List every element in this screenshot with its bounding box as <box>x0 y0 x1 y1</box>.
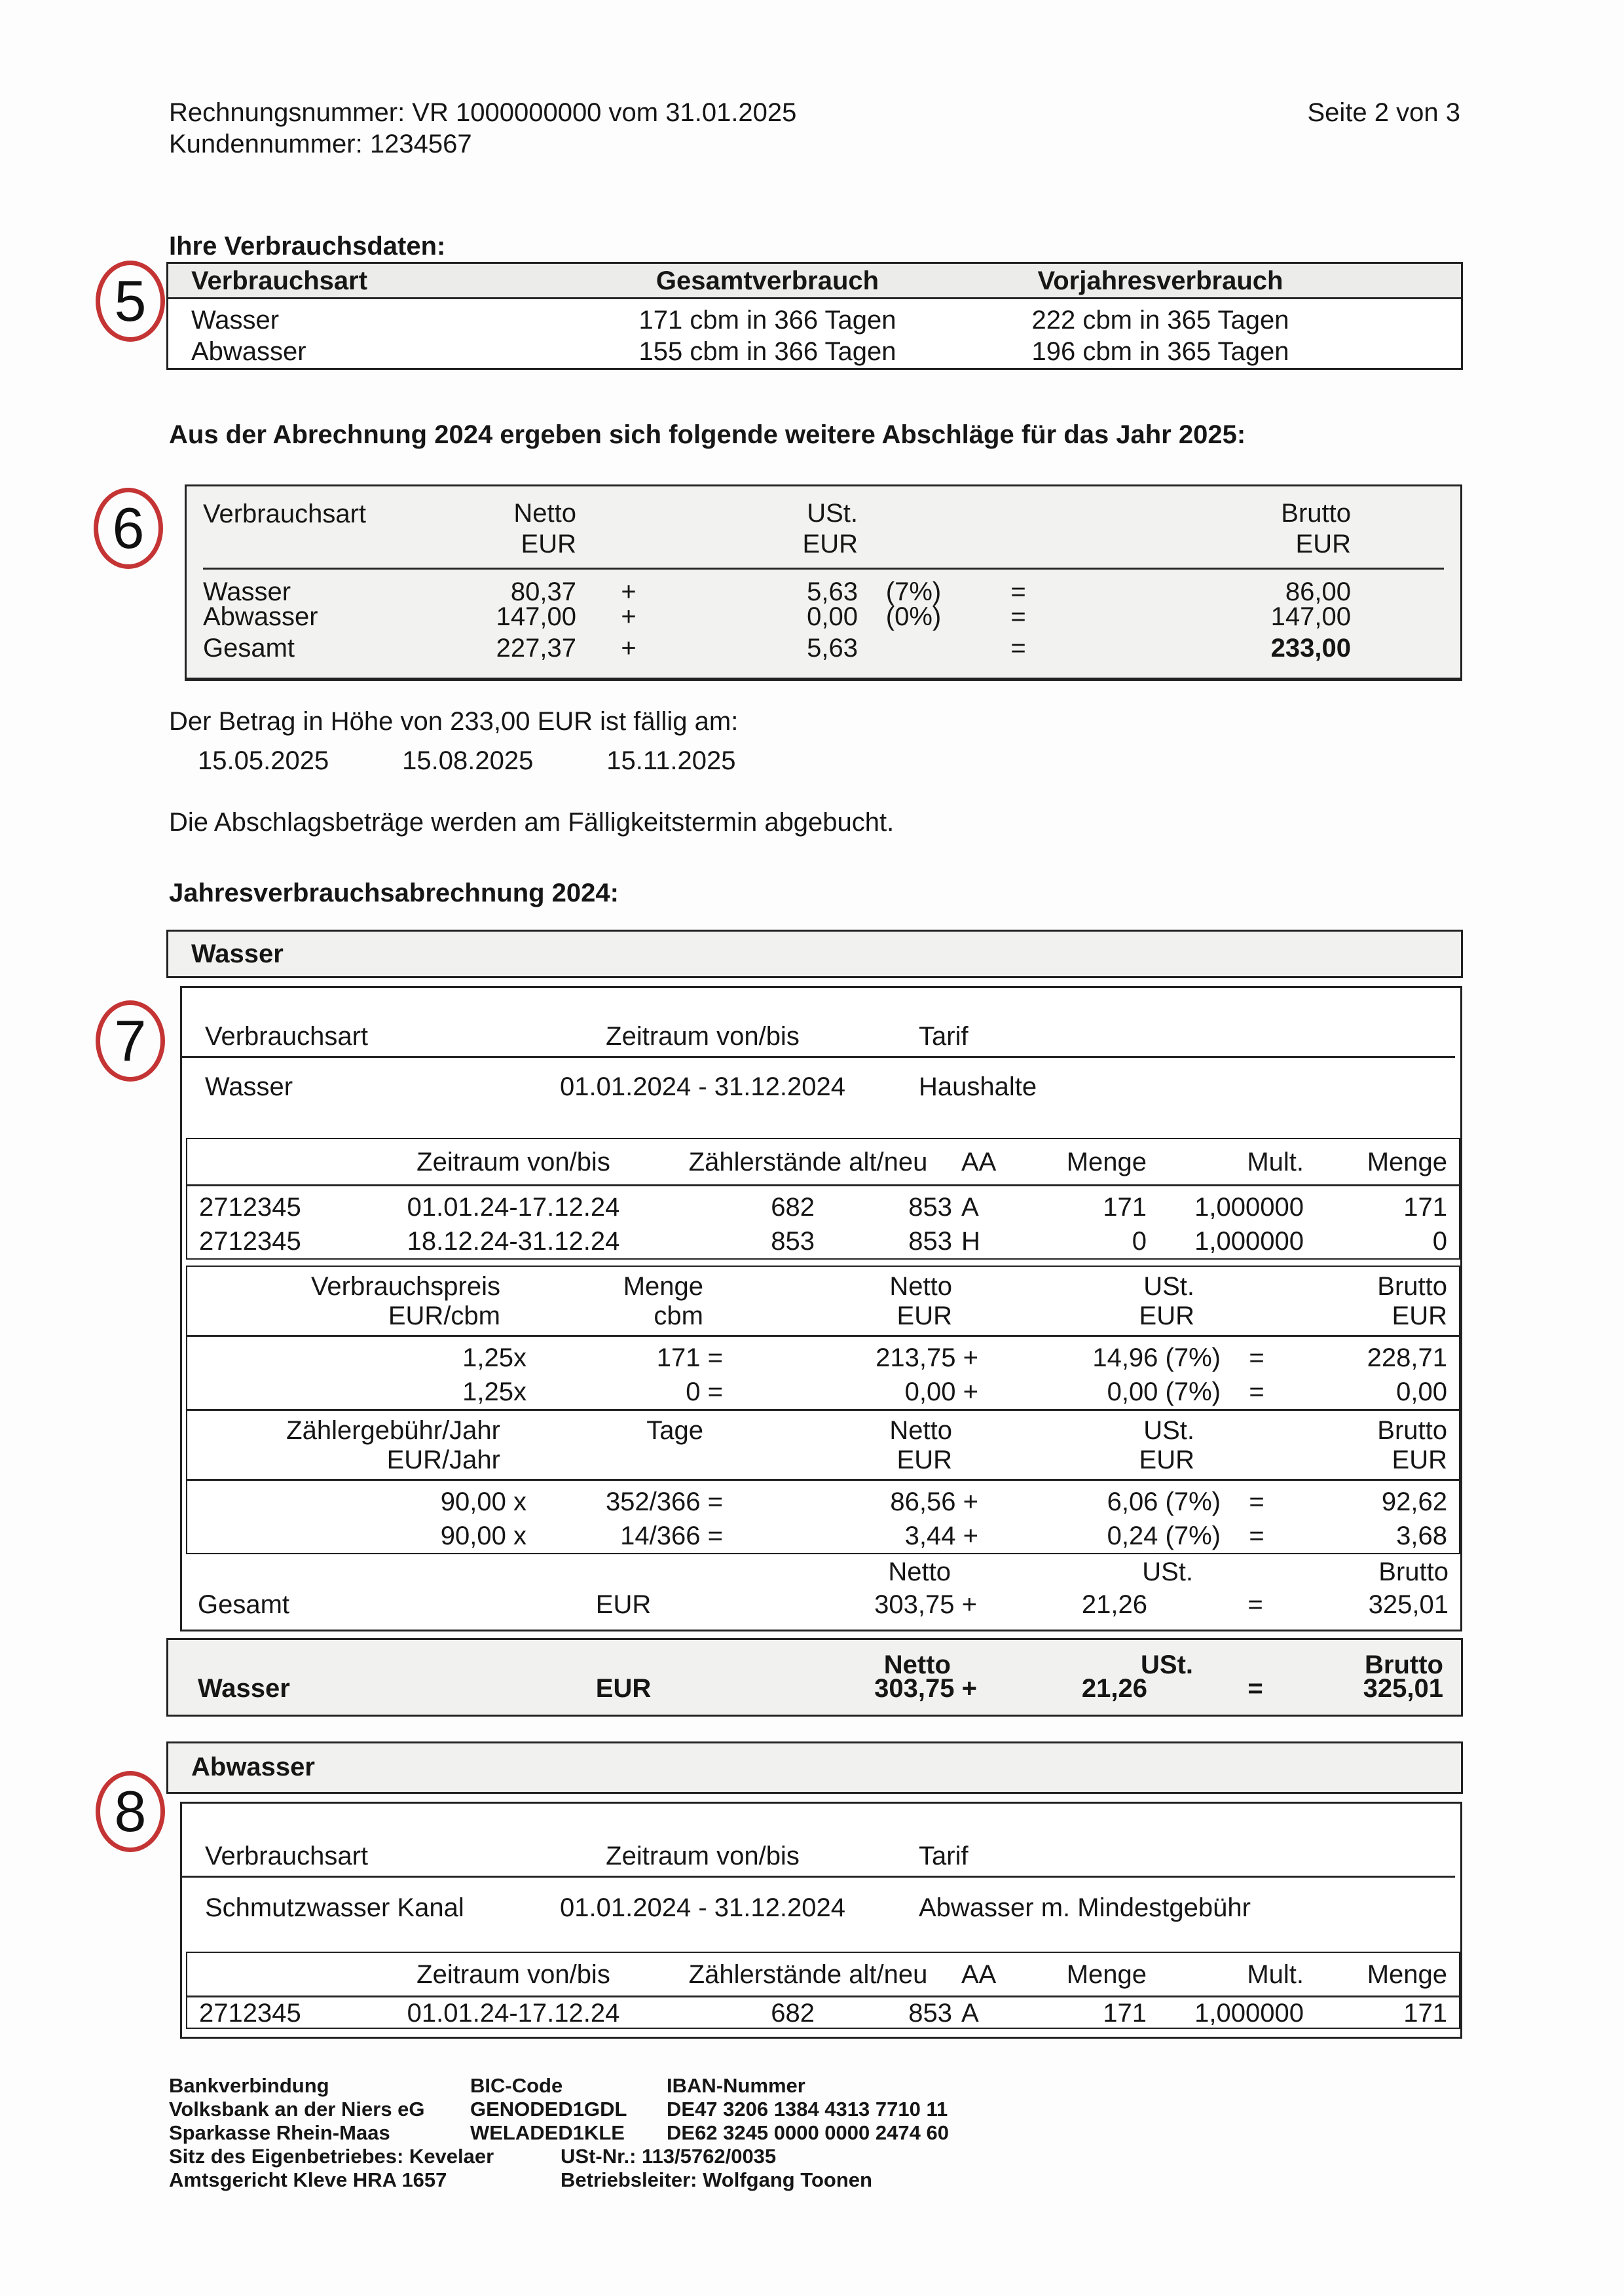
header-ust: USt. <box>1141 1650 1193 1679</box>
brutto-cell: 92,62 <box>1381 1487 1447 1516</box>
header-bankverbindung: Bankverbindung <box>169 2074 329 2097</box>
ust-cell: 6,06 (7%) <box>1107 1487 1221 1516</box>
fee-cell: 90,00 x <box>440 1522 526 1550</box>
invoice-number-line: Rechnungsnummer: VR 1000000000 vom 31.01.2025 <box>169 98 797 127</box>
header-zaehlerstaende: Zählerstände alt/neu <box>688 1959 928 1989</box>
header-verbrauchsart: Verbrauchsart <box>205 1842 369 1870</box>
art-cell: Abwasser <box>191 337 306 366</box>
bank-row <box>169 2121 1217 2145</box>
art-cell: Wasser <box>191 306 280 335</box>
header-brutto: Brutto <box>1365 1650 1443 1679</box>
tage-cell: 352/366 = <box>605 1487 723 1516</box>
header-mult: Mult. <box>1247 1147 1304 1176</box>
zeitraum-cell: 18.12.24-31.12.24 <box>407 1227 620 1256</box>
info-header-row <box>182 1836 1460 1876</box>
ust-cell: 0,00 <box>807 602 858 631</box>
ust-cell: 0,00 (7%) <box>1107 1377 1221 1406</box>
brutto-cell: 0,00 <box>1396 1377 1447 1406</box>
eur-cell: EUR <box>595 1590 652 1619</box>
header-aa: AA <box>961 1959 997 1989</box>
manager-name: Betriebsleiter: Wolfgang Toonen <box>561 2168 872 2191</box>
divider <box>182 1056 1455 1058</box>
wasser-subtotal <box>186 1556 1460 1622</box>
neu-cell: 853 <box>908 1193 952 1222</box>
equals-sign: = <box>1249 1487 1264 1516</box>
meter-id: 2712345 <box>199 1193 301 1222</box>
ust-cell: 5,63 <box>807 634 858 663</box>
header-ust: USt. EUR <box>802 499 858 558</box>
label-cell: Wasser <box>198 1674 290 1703</box>
menge2-cell: 171 <box>1403 1193 1447 1222</box>
annual-title: Jahresverbrauchsabrechnung 2024: <box>169 879 619 907</box>
netto-cell: 303,75 + <box>874 1590 977 1619</box>
company-seat: Sitz des Eigenbetriebes: Kevelaer <box>169 2145 494 2168</box>
meter-fee-table <box>186 1410 1460 1554</box>
footer-row <box>169 2168 1217 2192</box>
art-cell: Schmutzwasser Kanal <box>205 1893 464 1922</box>
equals-sign: = <box>1247 1674 1263 1703</box>
table-header-row <box>187 486 1460 568</box>
netto-cell: 0,00 + <box>904 1377 978 1406</box>
equals-sign: = <box>1249 1343 1264 1372</box>
price-row <box>187 1341 1459 1375</box>
table-header-row <box>168 264 1461 299</box>
pct-cell: (0%) <box>885 602 942 631</box>
table-header-row <box>187 1411 1459 1481</box>
header-brutto: Brutto EUR <box>1377 1416 1447 1474</box>
wasser-section-bar: Wasser <box>166 930 1463 978</box>
header-menge: Menge <box>1066 1959 1147 1989</box>
mult-cell: 1,000000 <box>1194 1193 1304 1222</box>
info-row <box>182 1889 1460 1926</box>
marker-5: 5 <box>96 261 165 342</box>
plus-sign: + <box>621 634 637 663</box>
alt-cell: 682 <box>771 1193 815 1222</box>
fee-cell: 90,00 x <box>440 1487 526 1516</box>
iban-number: DE47 3206 1384 4313 7710 11 <box>667 2098 948 2121</box>
header-netto: Netto EUR <box>513 499 576 558</box>
label-cell: Gesamt <box>198 1590 290 1619</box>
table-row <box>187 601 1460 632</box>
court-registration: Amtsgericht Kleve HRA 1657 <box>169 2168 447 2191</box>
due-date: 15.11.2025 <box>606 746 736 775</box>
equals-sign: = <box>1247 1590 1263 1619</box>
neu-cell: 853 <box>908 1999 952 2028</box>
due-date: 15.05.2025 <box>198 746 329 775</box>
due-text: Der Betrag in Höhe von 233,00 EUR ist fällig am: <box>169 707 739 736</box>
header-zeitraum: Zeitraum von/bis <box>606 1022 800 1051</box>
brutto-cell: 3,68 <box>1396 1522 1447 1550</box>
art-cell: Wasser <box>205 1072 293 1101</box>
meter-row <box>187 1190 1459 1224</box>
brutto-cell: 228,71 <box>1367 1343 1447 1372</box>
menge2-cell: 0 <box>1432 1227 1447 1256</box>
menge-cell: 171 <box>1103 1193 1147 1222</box>
vorjahr-cell: 196 cbm in 365 Tagen <box>1031 337 1289 366</box>
header-aa: AA <box>961 1147 997 1176</box>
ust-cell: 14,96 (7%) <box>1092 1343 1221 1372</box>
mult-cell: 1,000000 <box>1194 1999 1304 2028</box>
marker-7: 7 <box>96 1000 165 1082</box>
meter-id: 2712345 <box>199 1227 301 1256</box>
menge2-cell: 171 <box>1403 1999 1447 2028</box>
bank-name: Sparkasse Rhein-Maas <box>169 2121 390 2144</box>
header-zaehlerstaende: Zählerstände alt/neu <box>688 1147 928 1176</box>
brutto-cell: 86,00 <box>1285 577 1351 606</box>
customer-number-line: Kundennummer: 1234567 <box>169 130 472 158</box>
page-indicator: Seite 2 von 3 <box>1307 98 1460 127</box>
installments-table <box>185 484 1462 681</box>
gesamt-cell: 155 cbm in 366 Tagen <box>638 337 896 366</box>
tarif-cell: Abwasser m. Mindestgebühr <box>919 1893 1251 1922</box>
netto-cell: 227,37 <box>496 634 576 663</box>
brutto-cell: 325,01 <box>1368 1590 1449 1619</box>
table-total-row <box>187 632 1460 664</box>
header-vorjahresverbrauch: Vorjahresverbrauch <box>1037 266 1283 295</box>
marker-6: 6 <box>94 488 163 569</box>
brutto-cell: 147,00 <box>1270 602 1351 631</box>
header-brutto: Brutto EUR <box>1281 499 1351 558</box>
marker-8: 8 <box>96 1771 165 1852</box>
header-verbrauchsart: Verbrauchsart <box>205 1022 369 1051</box>
header-tarif: Tarif <box>919 1842 969 1870</box>
art-cell: Gesamt <box>203 634 295 663</box>
tarif-cell: Haushalte <box>919 1072 1037 1101</box>
consumption-title: Ihre Verbrauchsdaten: <box>169 232 446 261</box>
menge-cell: 0 <box>1132 1227 1147 1256</box>
plus-sign: + <box>621 577 637 606</box>
ust-cell: 5,63 <box>807 577 858 606</box>
price-row <box>187 1375 1459 1409</box>
bic-code: GENODED1GDL <box>470 2098 627 2121</box>
netto-cell: 86,56 + <box>890 1487 978 1516</box>
abwasser-detail-box <box>180 1802 1462 2039</box>
footer-row <box>169 2145 1217 2168</box>
table-row <box>187 570 1460 606</box>
netto-cell: 213,75 + <box>876 1343 978 1372</box>
brutto-cell: 233,00 <box>1270 634 1351 663</box>
table-row <box>168 299 1461 334</box>
table-header-row <box>186 1556 1460 1588</box>
eur-cell: EUR <box>595 1674 652 1703</box>
total-row <box>168 1671 1461 1705</box>
netto-cell: 147,00 <box>496 602 576 631</box>
header-mult: Mult. <box>1247 1959 1304 1989</box>
netto-cell: 3,44 + <box>904 1522 978 1550</box>
consumption-table <box>166 262 1463 370</box>
table-header-row <box>187 1139 1459 1186</box>
due-dates <box>198 745 803 776</box>
header-tage: Tage <box>646 1416 703 1445</box>
price-table <box>186 1266 1460 1410</box>
iban-number: DE62 3245 0000 0000 2474 60 <box>667 2121 949 2144</box>
abwasser-section-bar: Abwasser <box>166 1741 1463 1794</box>
header-tarif: Tarif <box>919 1022 969 1051</box>
brutto-cell: 325,01 <box>1363 1674 1443 1703</box>
menge-cell: 0 = <box>686 1377 723 1406</box>
pct-cell: (7%) <box>885 577 942 606</box>
header-iban: IBAN-Nummer <box>667 2074 805 2097</box>
wasser-detail-box <box>180 986 1462 1631</box>
price-cell: 1,25x <box>462 1343 526 1372</box>
header-ust: USt. EUR <box>1139 1416 1194 1474</box>
gesamt-cell: 171 cbm in 366 Tagen <box>638 306 896 335</box>
aa-cell: A <box>961 1999 979 2028</box>
header-menge2: Menge <box>1367 1147 1447 1176</box>
bank-name: Volksbank an der Niers eG <box>169 2098 425 2121</box>
table-row <box>168 334 1461 369</box>
meter-id: 2712345 <box>199 1999 301 2028</box>
equals-sign: = <box>1249 1377 1264 1406</box>
header-menge: Menge cbm <box>623 1272 703 1330</box>
subtotal-row <box>186 1588 1460 1622</box>
header-gesamtverbrauch: Gesamtverbrauch <box>655 266 879 295</box>
alt-cell: 853 <box>771 1227 815 1256</box>
bic-code: WELADED1KLE <box>470 2121 625 2144</box>
header-ust: USt. EUR <box>1139 1272 1194 1330</box>
debit-note: Die Abschlagsbeträge werden am Fälligkeitstermin abgebucht. <box>169 808 895 837</box>
alt-cell: 682 <box>771 1999 815 2028</box>
meter-table <box>186 1138 1460 1260</box>
due-date: 15.08.2025 <box>402 746 534 775</box>
equals-sign: = <box>1010 634 1026 663</box>
aa-cell: H <box>961 1227 980 1256</box>
table-header-row <box>168 1640 1461 1679</box>
bank-row <box>169 2098 1217 2121</box>
equals-sign: = <box>1010 602 1026 631</box>
header-zaehlergebuehr: Zählergebühr/Jahr EUR/Jahr <box>286 1416 500 1474</box>
plus-sign: + <box>621 602 637 631</box>
bank-footer <box>169 2074 1217 2192</box>
info-row <box>182 1068 1460 1105</box>
price-cell: 1,25x <box>462 1377 526 1406</box>
equals-sign: = <box>1010 577 1026 606</box>
art-cell: Abwasser <box>203 602 318 631</box>
wasser-total-bar <box>166 1638 1463 1717</box>
header-verbrauchspreis: Verbrauchspreis EUR/cbm <box>310 1272 500 1330</box>
header-brutto: Brutto EUR <box>1377 1272 1447 1330</box>
vorjahr-cell: 222 cbm in 365 Tagen <box>1031 306 1289 335</box>
menge-cell: 171 <box>1103 1999 1147 2028</box>
header-brutto: Brutto <box>1378 1558 1449 1586</box>
header-verbrauchsart: Verbrauchsart <box>203 500 367 528</box>
footer-header-row <box>169 2074 1217 2098</box>
header-netto: Netto EUR <box>889 1272 952 1330</box>
netto-cell: 303,75 + <box>874 1674 977 1703</box>
neu-cell: 853 <box>908 1227 952 1256</box>
meter-row <box>187 1224 1459 1258</box>
ust-cell: 0,24 (7%) <box>1107 1522 1221 1550</box>
installments-intro: Aus der Abrechnung 2024 ergeben sich folgende weitere Abschläge für das Jahr 2025: <box>169 420 1246 449</box>
aa-cell: A <box>961 1193 979 1222</box>
header-netto: Netto <box>883 1650 951 1679</box>
info-header-row <box>182 1017 1460 1056</box>
header-zeitraum: Zeitraum von/bis <box>416 1147 610 1176</box>
header-menge2: Menge <box>1367 1959 1447 1989</box>
divider <box>182 1876 1455 1878</box>
document-header <box>169 97 796 160</box>
meter-row <box>187 1997 1459 2028</box>
ust-cell: 21,26 <box>1081 1590 1147 1619</box>
zeitraum-cell: 01.01.2024 - 31.12.2024 <box>560 1072 845 1101</box>
header-zeitraum: Zeitraum von/bis <box>606 1842 800 1870</box>
art-cell: Wasser <box>203 577 291 606</box>
zeitraum-cell: 01.01.2024 - 31.12.2024 <box>560 1893 845 1922</box>
table-header-row <box>187 1953 1459 1997</box>
netto-cell: 80,37 <box>510 577 576 606</box>
header-bic: BIC-Code <box>470 2074 563 2097</box>
header-zeitraum: Zeitraum von/bis <box>416 1959 610 1989</box>
header-netto: Netto EUR <box>889 1416 952 1474</box>
menge-cell: 171 = <box>656 1343 723 1372</box>
mult-cell: 1,000000 <box>1194 1227 1304 1256</box>
header-verbrauchsart: Verbrauchsart <box>191 266 368 295</box>
zeitraum-cell: 01.01.24-17.12.24 <box>407 1999 620 2028</box>
tax-number: USt-Nr.: 113/5762/0035 <box>561 2145 777 2168</box>
header-ust: USt. <box>1142 1558 1193 1586</box>
fee-row <box>187 1485 1459 1519</box>
zeitraum-cell: 01.01.24-17.12.24 <box>407 1193 620 1222</box>
tage-cell: 14/366 = <box>620 1522 723 1550</box>
header-netto: Netto <box>888 1558 951 1586</box>
fee-row <box>187 1519 1459 1553</box>
ust-cell: 21,26 <box>1081 1674 1147 1703</box>
table-header-row <box>187 1267 1459 1337</box>
meter-table <box>186 1952 1460 2029</box>
header-menge: Menge <box>1066 1147 1147 1176</box>
equals-sign: = <box>1249 1522 1264 1550</box>
